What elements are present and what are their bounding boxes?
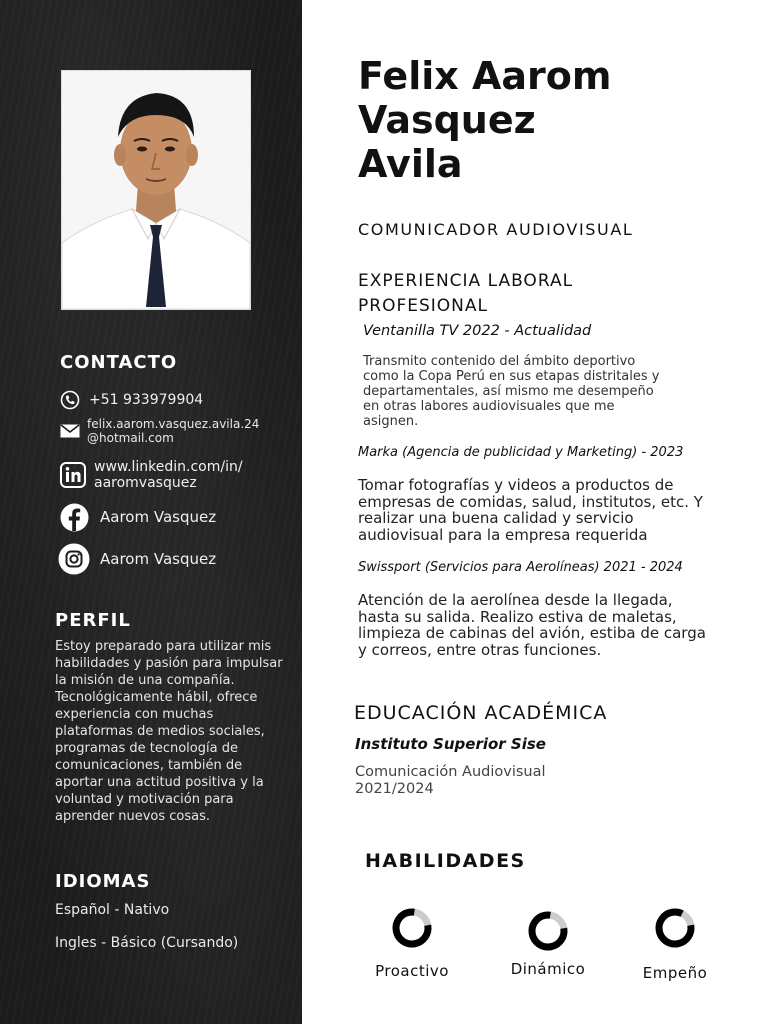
instagram-row[interactable] (58, 543, 216, 575)
phone-icon (59, 389, 81, 411)
skill-ring (390, 906, 434, 950)
facebook-row[interactable] (59, 502, 216, 532)
education-details (355, 764, 546, 797)
experience-heading (358, 269, 573, 319)
job-title-2: Marka (Agencia de publicidad y Marketing) - 2023 (358, 445, 684, 460)
phone-row[interactable] (59, 389, 203, 411)
job-1-line: en otras labores audiovisuales que me (363, 399, 615, 414)
sidebar (0, 0, 302, 1024)
linkedin-row[interactable] (59, 459, 243, 491)
profile-heading: PERFIL (55, 610, 131, 631)
job-2-line: audiovisual para la empresa requerida (358, 525, 648, 544)
name-line-2: Vasquez (358, 98, 536, 142)
linkedin-line-2: aaromvasquez (94, 475, 197, 491)
job-title-3: Swissport (Servicios para Aerolíneas) 2021 - 2024 (358, 560, 683, 575)
job-description-2 (358, 477, 703, 543)
linkedin-url (94, 459, 243, 491)
skill-item (625, 906, 725, 982)
skill-ring (526, 909, 570, 953)
email-row[interactable] (59, 417, 259, 445)
job-1-line: departamentales, así mismo me desempeño (363, 384, 654, 399)
experience-heading-line-1: EXPERIENCIA LABORAL (358, 271, 574, 291)
instagram-icon (58, 543, 90, 575)
skill-ring (653, 906, 697, 950)
job-3-line: Atención de la aerolínea desde la llegada, (358, 591, 673, 609)
email-address (87, 417, 259, 445)
skill-label: Empeño (642, 964, 708, 982)
job-1-line: Transmito contenido del ámbito deportivo (363, 354, 636, 369)
name-line-3: Avila (358, 142, 463, 186)
email-line-2: @hotmail.com (87, 431, 174, 445)
job-2-line: Tomar fotografías y videos a productos de (358, 476, 674, 494)
language-item: Español - Nativo (55, 902, 170, 918)
profile-text: Estoy preparado para utilizar mis habilidades y pasión para impulsar la misión de una compañía. Tecnológicamente hábil, ofrece experiencia con muchas plataformas de medios sociales, programas de tecnología de comunicaciones, también de aportar una actitud positiva y la voluntad y motivación para aprender nuevos cosas. (55, 639, 283, 824)
skills-heading: HABILIDADES (365, 850, 526, 872)
job-3-line: y correos, entre otras funciones. (358, 640, 602, 659)
job-1-line: como la Copa Perú en sus etapas distritales y (363, 369, 660, 384)
education-program: Comunicación Audiovisual (355, 764, 546, 780)
name-line-1: Felix Aarom (358, 54, 612, 98)
job-title: COMUNICADOR AUDIOVISUAL (358, 220, 634, 239)
skill-label: Proactivo (375, 962, 449, 980)
experience-heading-line-2: PROFESIONAL (358, 296, 488, 316)
job-description-1 (363, 354, 659, 429)
email-line-1: felix.aarom.vasquez.avila.24 (87, 417, 260, 431)
job-2-line: empresas de comidas, salud, institutos, etc. Y (358, 492, 703, 511)
instagram-name: Aarom Vasquez (100, 550, 217, 568)
education-years: 2021/2024 (355, 780, 434, 797)
education-institution: Instituto Superior Sise (355, 735, 546, 753)
language-item: Ingles - Básico (Cursando) (55, 935, 239, 951)
linkedin-icon (59, 461, 87, 489)
languages-heading: IDIOMAS (55, 871, 151, 892)
email-icon (59, 420, 81, 442)
job-3-line: hasta su salida. Realizo estiva de maletas, (358, 607, 677, 626)
full-name (358, 54, 611, 186)
skill-item (362, 906, 462, 980)
job-description-3 (358, 592, 706, 658)
skill-item (498, 909, 598, 978)
profile-photo (61, 70, 251, 310)
contact-heading: CONTACTO (60, 352, 178, 373)
facebook-name: Aarom Vasquez (100, 508, 217, 526)
job-1-line: asignen. (363, 414, 419, 429)
phone-number: +51 933979904 (89, 392, 204, 408)
job-title-1: Ventanilla TV 2022 - Actualidad (363, 323, 592, 339)
job-2-line: realizar una buena calidad y servicio (358, 509, 634, 527)
facebook-icon (59, 502, 89, 532)
education-heading: EDUCACIÓN ACADÉMICA (354, 702, 608, 724)
job-3-line: limpieza de cabinas del avión, estiba de carga (358, 624, 706, 642)
skill-label: Dinámico (510, 960, 586, 978)
linkedin-line-1: www.linkedin.com/in/ (94, 459, 243, 475)
